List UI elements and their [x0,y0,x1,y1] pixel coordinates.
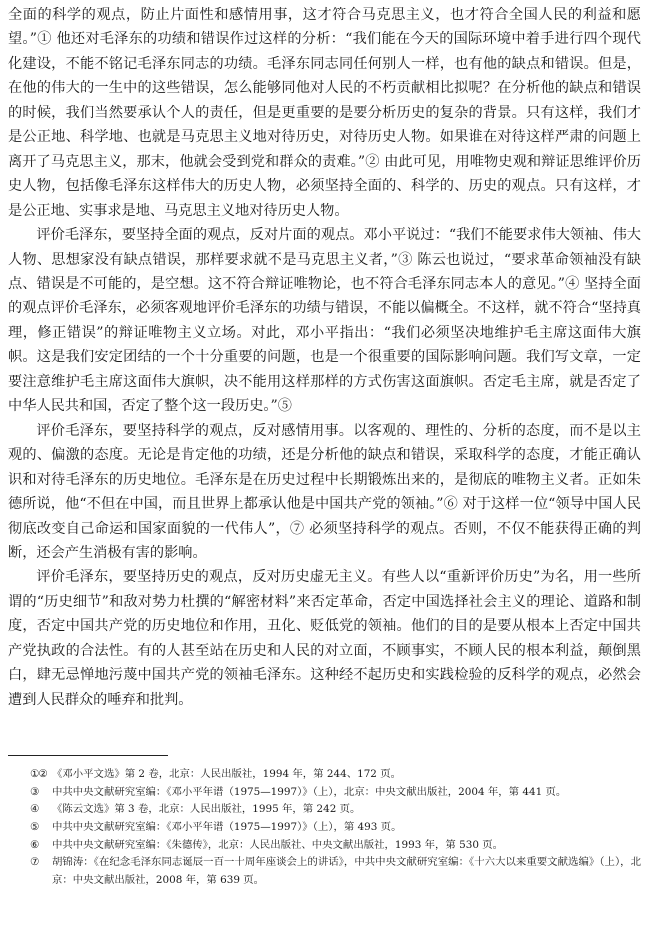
footnote-item [8,784,641,802]
footnote-text: 中共中央文献研究室编：《邓小平年谱（1975—1997）》（上），北京：中央文献出版社，2004 年，第 441 页。 [52,785,567,798]
body-text [8,3,641,712]
footnote-item [8,854,641,889]
paragraph-1: 全面的科学的观点，防止片面性和感情用事，这才符合马克思主义，也才符合全国人民的利益和愿望。”① 他还对毛泽东的功绩和错误作过这样的分析：“我们能在今天的国际环境中着手进行四个现代化建设，不能不铭记毛泽东同志的功绩。毛泽东同志同任何别人一样，也有他的缺点和错误。但是，在他的伟大的一生中的这些错误，怎么能够同他对人民的不朽贡献相比拟呢？在分析他的缺点和错误的时候，我们当然要承认个人的责任，但是更重要的是要分析历史的复杂的背景。只有这样，我们才是公正地、科学地、也就是马克思主义地对待历史，对待历史人物。如果谁在对待这样严肃的问题上离开了马克思主义，那末，他就会受到党和群众的责难。”② 由此可见，用唯物史观和辩证思维评价历史人物，包括像毛泽东这样伟大的历史人物，必须坚持全面的、科学的、历史的观点。只有这样，才是公正地、实事求是地、马克思主义地对待历史人物。 [8,7,641,219]
footnote-item [8,837,641,855]
footnote-mark: ⑥ [30,838,40,851]
footnote-item [8,766,641,784]
footnote-mark: ③ [30,785,40,798]
paragraph-2: 评价毛泽东，要坚持全面的观点，反对片面的观点。邓小平说过：“我们不能要求伟大领袖、伟大人物、思想家没有缺点错误，那样要求就不是马克思主义者，”③ 陈云也说过，“要求革命领袖没有缺点、错误是不可能的，是空想。这不符合辩证唯物论，也不符合毛泽东同志本人的意见。”④ 坚持全面的观点评价毛泽东，必须客观地评价毛泽东的功绩与错误，不能以偏概全。不这样，就不符合“坚持真理，修正错误”的辩证唯物主义立场。对此，邓小平指出：“我们必须坚决地维护毛主席这面伟大旗帜。这是我们安定团结的一个十分重要的问题，也是一个很重要的国际影响问题。我们写文章，一定要注意维护毛主席这面伟大旗帜，决不能用这样那样的方式伤害这面旗帜。否定毛主席，就是否定了中华人民共和国，否定了整个这一段历史。”⑤ [8,227,641,415]
footnote-mark: ⑦ [30,856,40,869]
footnote-mark: ④ [30,803,40,816]
footnote-item [8,801,641,819]
footnote-text: 中共中央文献研究室编：《邓小平年谱（1975—1997）》（上），第 493 页。 [52,820,402,833]
footnote-divider [8,755,168,756]
footnote-mark: ⑤ [30,820,40,833]
footnote-text: 《邓小平文选》第 2 卷，北京：人民出版社，1994 年，第 244、172 页。 [52,768,401,781]
paragraph-4: 评价毛泽东，要坚持历史的观点，反对历史虚无主义。有些人以“重新评价历史”为名，用一些所谓的“历史细节”和敌对势力杜撰的“解密材料”来否定革命，否定中国选择社会主义的理论、道路和制度，否定中国共产党的历史地位和作用，丑化、贬低党的领袖。他们的目的是要从根本上否定中国共产党执政的合法性。有的人甚至站在历史和人民的对立面，不顾事实，不顾人民的根本利益，颠倒黑白，肆无忌惮地污蔑中国共产党的领袖毛泽东。这种经不起历史和实践检验的反科学的观点，必然会遭到人民群众的唾弃和批判。 [8,569,641,708]
footnote-text: 胡锦涛：《在纪念毛泽东同志诞辰一百一十周年座谈会上的讲话》，中共中央文献研究室编：《十六大以来重要文献选编》（上），北京：中央文献出版社，2008 年，第 639 页。 [52,856,641,886]
footnote-mark: ①② [30,768,47,781]
footnotes [8,766,641,889]
footnote-text: 《陈云文选》第 3 卷，北京：人民出版社，1995 年，第 242 页。 [52,803,361,816]
footnote-item [8,819,641,837]
paragraph-3: 评价毛泽东，要坚持科学的观点，反对感情用事。以客观的、理性的、分析的态度，而不是以主观的、偏激的态度。无论是肯定他的功绩，还是分析他的缺点和错误，采取科学的态度，才能正确认识和对待毛泽东的历史地位。毛泽东是在历史过程中长期锻炼出来的，是彻底的唯物主义者。正如朱德所说，他“不但在中国，而且世界上都承认他是中国共产党的领袖。”⑥ 对于这样一位“领导中国人民彻底改变自己命运和国家面貌的一代伟人”，⑦ 必须坚持科学的观点。否则，不仅不能获得正确的判断，还会产生消极有害的影响。 [8,422,641,561]
footnote-text: 中共中央文献研究室编：《朱德传》，北京：人民出版社、中央文献出版社，1993 年，第 530 页。 [52,838,504,851]
